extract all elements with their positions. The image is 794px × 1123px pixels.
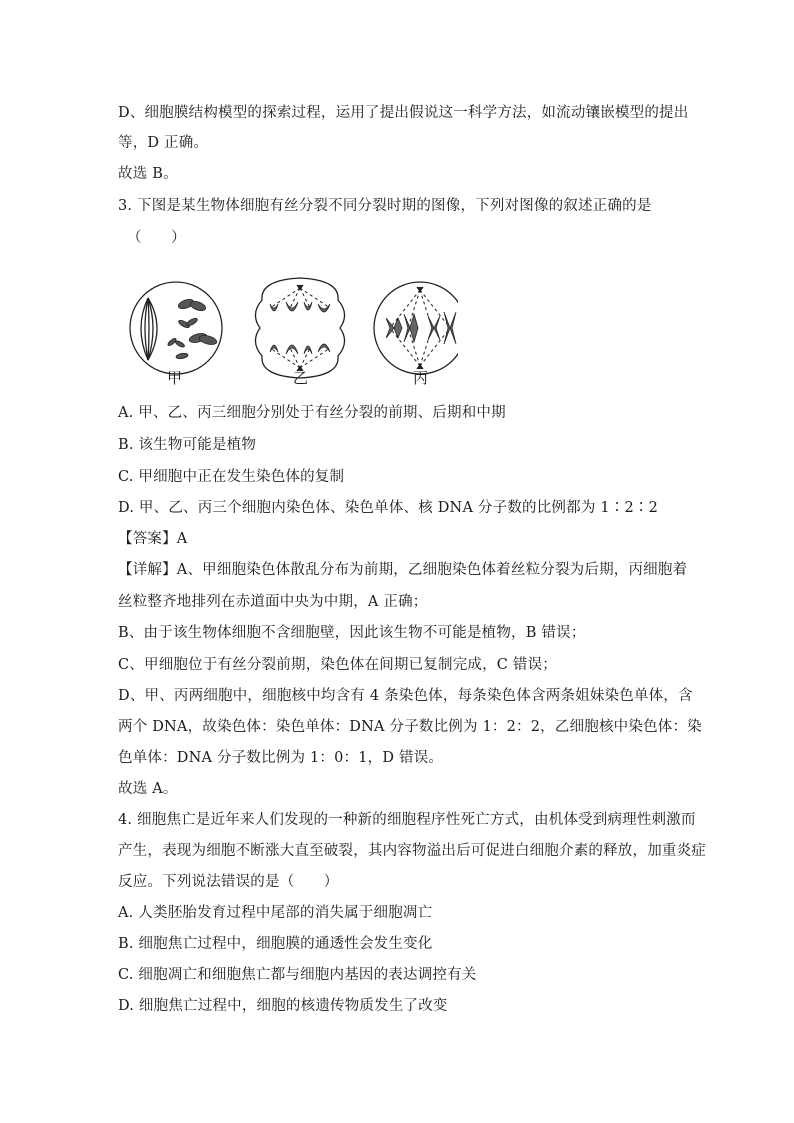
explanation-line: 色单体：DNA 分子数比例为 1：0：1，D 错误。 (118, 750, 444, 766)
explanation-line: 【详解】A、甲细胞染色体散乱分布为前期，乙细胞染色体着丝粒分裂为后期，丙细胞着 (118, 562, 688, 578)
option-a: A. 甲、乙、丙三细胞分别处于有丝分裂的前期、后期和中期 (118, 405, 506, 421)
explanation-line: B、由于该生物体细胞不含细胞壁，因此该生物不可能是植物，B 错误； (118, 625, 586, 641)
question-4-stem: 反应。下列说法错误的是（ ） (118, 874, 339, 890)
option-d: D. 细胞焦亡过程中，细胞的核遗传物质发生了改变 (118, 998, 448, 1014)
cell-bing (374, 282, 458, 374)
explanation-line: 丝粒整齐地排列在赤道面中央为中期，A 正确； (118, 594, 428, 610)
option-c: C. 细胞凋亡和细胞焦亡都与细胞内基因的表达调控有关 (118, 967, 477, 983)
option-c: C. 甲细胞中正在发生染色体的复制 (118, 469, 345, 485)
figure-label-jia: 甲 (167, 369, 183, 387)
text-line: 等，D 正确。 (118, 135, 209, 151)
figure-label-bing: 丙 (413, 369, 429, 387)
option-b: B. 该生物可能是植物 (118, 437, 257, 453)
explanation-line: D、甲、丙两细胞中，细胞核中均含有 4 条染色体，每条染色体含两条姐妹染色单体，含 (118, 688, 693, 704)
cell-jia (130, 282, 222, 374)
option-d: D. 甲、乙、丙三个细胞内染色体、染色单体、核 DNA 分子数的比例都为 1∶2∶2 (118, 500, 659, 516)
option-a: A. 人类胚胎发育过程中尾部的消失属于细胞凋亡 (118, 905, 433, 921)
explanation-line: 两个 DNA，故染色体：染色单体：DNA 分子数比例为 1：2：2，乙细胞核中染色体：染 (118, 719, 702, 735)
answer-label: 【答案】A (118, 531, 188, 547)
text-line: 故选 A。 (118, 781, 178, 797)
question-4-stem: 4. 细胞焦亡是近年来人们发现的一种新的细胞程序性死亡方式，由机体受到病理性刺激而 (118, 812, 696, 828)
explanation-line: C、甲细胞位于有丝分裂前期，染色体在间期已复制完成，C 错误； (118, 657, 557, 673)
figure-label-yi: 乙 (293, 369, 309, 387)
question-4-stem: 产生，表现为细胞不断涨大直至破裂，其内容物溢出后可促进白细胞介素的释放，加重炎症 (118, 843, 706, 859)
text-line: D、细胞膜结构模型的探索过程，运用了提出假说这一科学方法，如流动镶嵌模型的提出 (118, 105, 689, 121)
text-line: 故选 B。 (118, 166, 178, 182)
cell-yi (255, 278, 344, 378)
question-3-bracket: （ ） (127, 230, 186, 246)
option-b: B. 细胞焦亡过程中，细胞膜的通透性会发生变化 (118, 936, 433, 952)
question-3-stem: 3. 下图是某生物体细胞有丝分裂不同分裂时期的图像，下列对图像的叙述正确的是 (118, 198, 652, 214)
